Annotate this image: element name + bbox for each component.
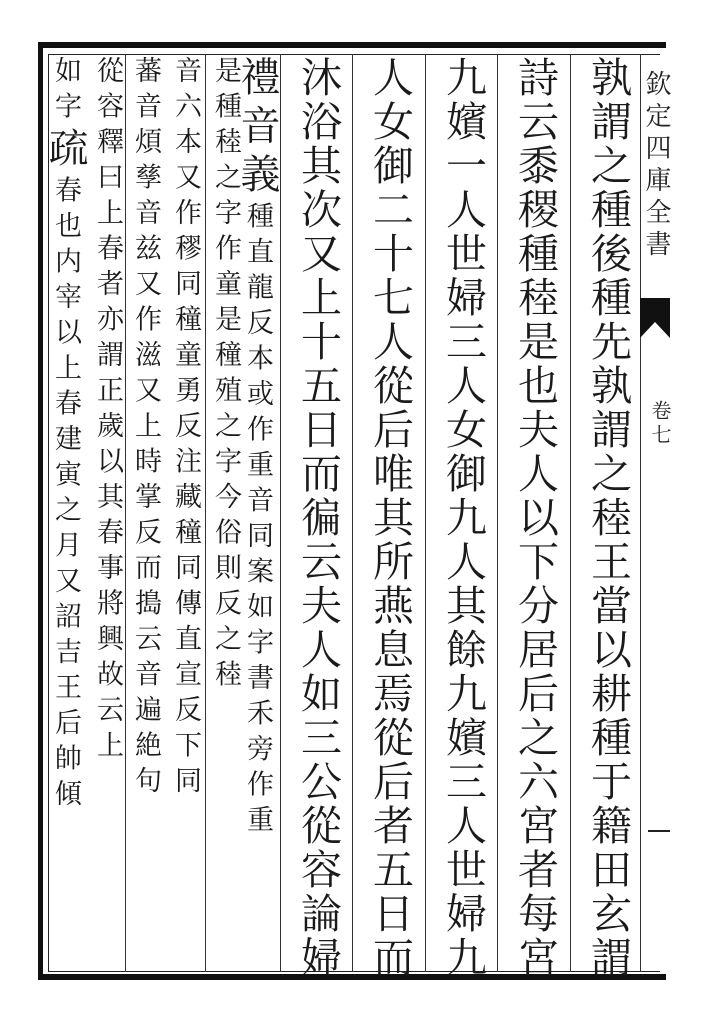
- text-column: 人女御二十七人從后唯其所燕息焉從后者五日而: [366, 56, 414, 980]
- annotation-column: 音六本又作穋同穜童勇反注藏穜同傳直宣反下同: [170, 56, 201, 802]
- annotation-column: [42, 56, 88, 970]
- page-tick-mark: [648, 830, 670, 832]
- column-divider: [570, 54, 571, 972]
- text-column: 詩云黍稷種稑是也夫人以下分居后之六宮者每宮: [511, 56, 559, 980]
- annotation-text: 如字: [50, 56, 81, 127]
- column-divider: [280, 54, 281, 972]
- margin-book-title: 欽定四庫全書: [641, 70, 671, 262]
- annotation-text: 春也内宰以上春建寅之月又詔吉王后帥傾: [50, 175, 81, 815]
- column-divider: [125, 54, 126, 972]
- annotation-text: 種直龍反本或作重音同案如字書禾旁作重: [242, 201, 273, 841]
- section-heading: 禮音義: [234, 56, 280, 202]
- section-heading: 疏: [42, 127, 88, 176]
- column-divider: [425, 54, 426, 972]
- annotation-column: 從容釋曰上春者亦謂正歲以其春事將興故云上: [92, 56, 123, 766]
- annotation-column: [234, 56, 280, 970]
- margin-volume: 卷七: [648, 400, 672, 448]
- column-divider: [205, 54, 206, 972]
- annotation-column: 是種稑之字作童是穜殖之字今俗則反之稑: [210, 56, 241, 695]
- annotation-column: 蕃音煩孳音兹又作滋又上時掌反而搗云音遍絶句: [130, 56, 161, 802]
- text-column: 九嬪一人世婦三人女御九人其餘九嬪三人世婦九: [439, 56, 487, 980]
- text-column: 孰謂之種後種先孰謂之稑王當以耕種于籍田玄謂: [584, 56, 632, 980]
- text-column: 沐浴其次又上十五日而徧云夫人如三公從容論婦: [294, 56, 342, 980]
